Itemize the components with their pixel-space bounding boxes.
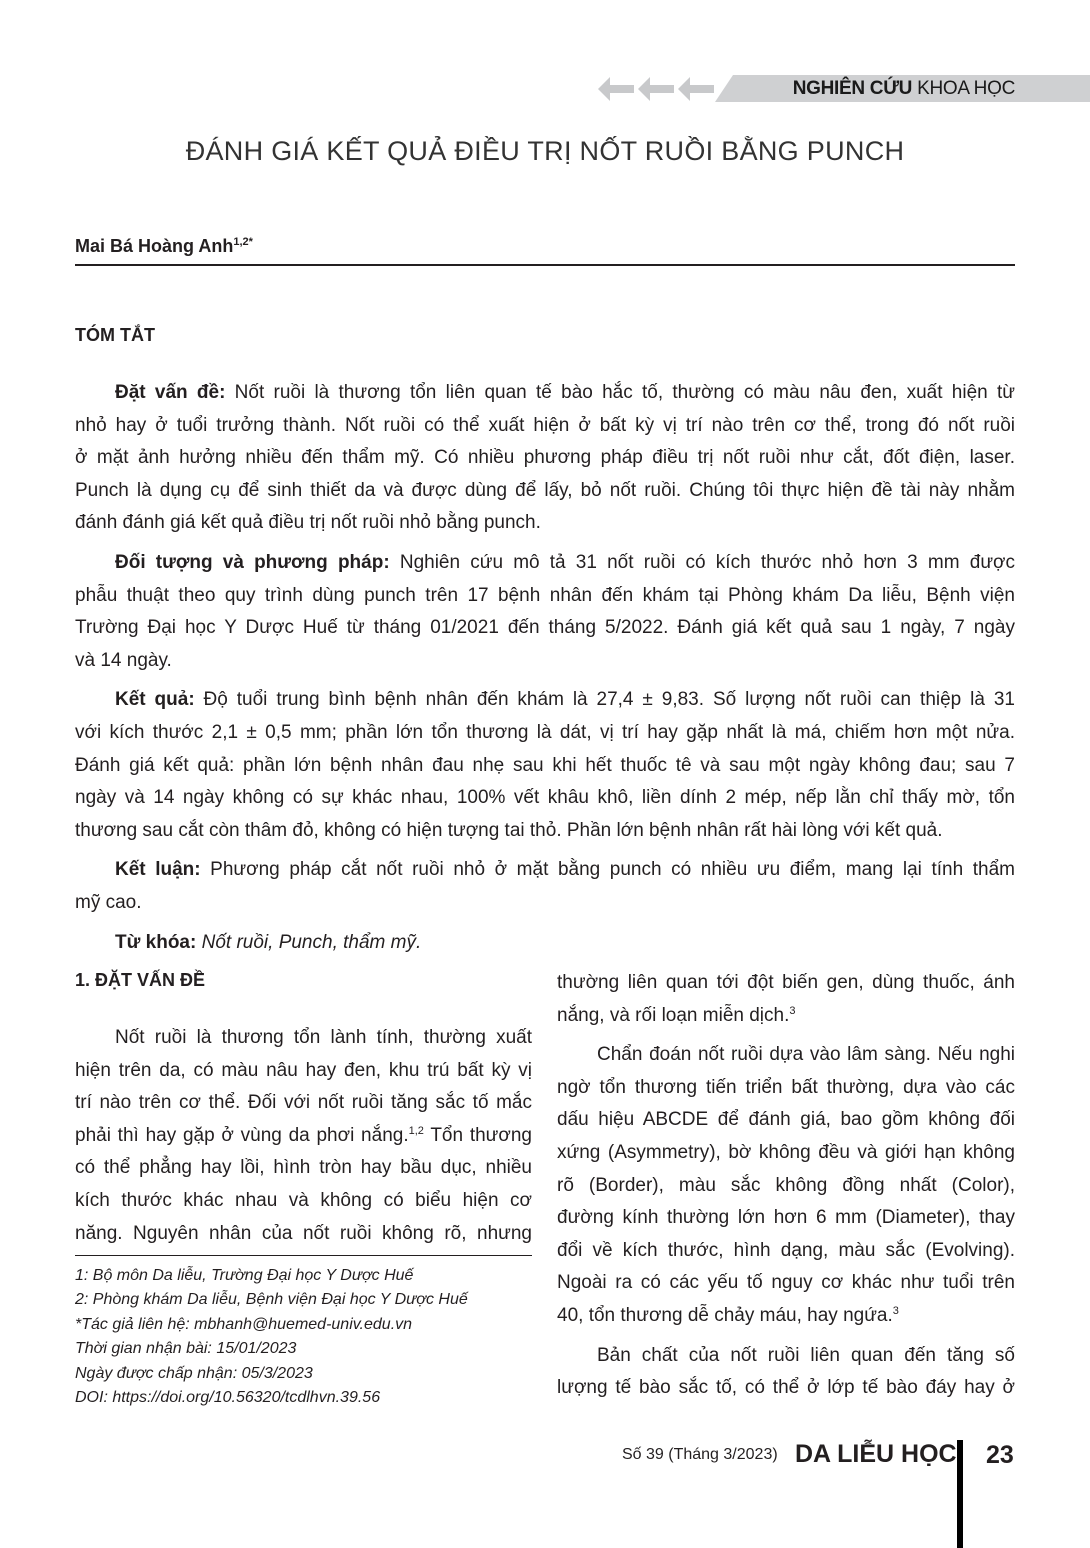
abstract-paragraph [75, 854, 1015, 919]
abstract-paragraph [75, 547, 1015, 677]
text-line: xứng (Asymmetry), bờ không đều và giới hạn không [557, 1141, 1015, 1163]
text-line: Kết quả: Độ tuổi trung bình bệnh nhân đến khám là 27,4 ± 9,83. Số lượng nốt ruồi can thiệp là 31 [115, 689, 1015, 711]
footnote: Ngày được chấp nhận: 05/3/2023 [75, 1364, 313, 1382]
citation: 3 [892, 1304, 899, 1317]
keywords-value: Nốt ruồi, Punch, thẩm mỹ. [196, 931, 422, 953]
footer-divider [957, 1440, 963, 1548]
citation: 3 [789, 1004, 796, 1017]
text-line: mỹ cao. [75, 891, 142, 913]
arrows-decoration-icon [598, 76, 714, 102]
paragraph-lead: Đặt vấn đề: [115, 382, 226, 403]
paragraph-lead: Kết luận: [115, 859, 201, 881]
footnotes [75, 1264, 532, 1410]
keywords-label: Từ khóa: [115, 931, 197, 953]
footnote: 2: Phòng khám Da liễu, Bệnh viện Đại học Y Dược Huế [75, 1291, 468, 1309]
author [75, 236, 253, 257]
paragraph-lead: Đối tượng và phương pháp: [115, 551, 390, 573]
text-line: lượng tế bào sắc tố, có thể ở lớp tế bào đáy hay ở [557, 1377, 1015, 1399]
abstract [75, 377, 1015, 959]
text-line: Đặt vấn đề: Nốt ruồi là thương tổn liên quan tế bào hắc tố, thường có màu nâu đen, xuất hiện từ [115, 382, 1015, 403]
text-line: năng. Nguyên nhân của nốt ruồi không rõ, nhưng [75, 1222, 532, 1244]
section-heading: 1. ĐẶT VẤN ĐỀ [75, 970, 206, 990]
text-line: Kết luận: Phương pháp cắt nốt ruồi nhỏ ở mặt bằng punch có nhiều ưu điểm, mang lại tính thẩm [115, 859, 1015, 881]
text-line: với kích thước 2,1 ± 0,5 mm; phần lớn tổn thương là dát, vị trí hay gặp nhất là má, chiếm hơn một nửa. [75, 721, 1015, 743]
title-rule [75, 264, 1015, 266]
text-line: ở mặt ảnh hưởng nhiều đến thẩm mỹ. Có nhiều phương pháp điều trị nốt ruồi như cắt, đốt điện, laser. [75, 447, 1015, 469]
author-affiliation: 1,2* [233, 236, 253, 248]
section-label-bold: NGHIÊN CỨU [792, 78, 913, 99]
journal-name: DA LIỄU HỌC [795, 1440, 957, 1468]
text-line: trí nào trên cơ thể. Đối với nốt ruồi tăng sắc tố mắc [75, 1092, 532, 1114]
body-paragraph [557, 1340, 1015, 1405]
abstract-paragraph [75, 377, 1015, 540]
text-line: Đánh giá kết quả: phần lớn bệnh nhân đau nhẹ sau khi hết thuốc tê và sau một ngày không đau; sau 7 [75, 754, 1015, 776]
text-line: rõ (Border), màu sắc không đồng nhất (Color), [557, 1174, 1015, 1196]
footnote: 1: Bộ môn Da liễu, Trường Đại học Y Dược Huế [75, 1267, 414, 1284]
section-label-rest: KHOA HỌC [917, 78, 1015, 99]
text-line: nhỏ hay ở tuổi trưởng thành. Nốt ruồi có thể xuất hiện ở bất kỳ vị trí nào trên cơ thể, trong đó nốt ruồi [75, 414, 1015, 436]
page-number: 23 [986, 1441, 1014, 1469]
text-line: nắng, và rối loạn miễn dịch.$^3$ [557, 1004, 796, 1026]
footnote-rule [75, 1255, 532, 1256]
body-paragraph [557, 1039, 1015, 1332]
footnote: *Tác giả liên hệ: mbhanh@huemed-univ.edu.vn [75, 1315, 413, 1333]
paragraph-lead: Kết quả: [115, 689, 195, 711]
text-line: Đối tượng và phương pháp: Nghiên cứu mô tả 31 nốt ruồi có kích thước nhỏ hơn 3 mm được [115, 551, 1015, 573]
text-line: dấu hiệu ABCDE để đánh giá, bao gồm không đối [557, 1109, 1015, 1131]
section-label [793, 76, 1015, 102]
text-line: Bản chất của nốt ruồi liên quan đến tăng số [597, 1344, 1015, 1366]
footnote: DOI: https://doi.org/10.56320/tcdlhvn.39.56 [75, 1389, 381, 1407]
text-line: đánh đánh giá kết quả điều trị nốt ruồi nhỏ bằng punch. [75, 512, 541, 534]
text-line: ngờ tổn thương tiến triển bất thường, dựa vào các [557, 1076, 1015, 1098]
right-column-text [557, 967, 1015, 1412]
issue-label: Số 39 (Tháng 3/2023) [622, 1446, 778, 1463]
abstract-paragraph [75, 684, 1015, 847]
text-line: có thể phẳng hay lồi, hình tròn hay bầu dục, nhiều [75, 1157, 532, 1179]
text-line: kích thước khác nhau và không có biểu hiện cơ [75, 1189, 532, 1211]
text-line: thường liên quan tới đột biến gen, dùng thuốc, ánh [557, 972, 1015, 993]
footnote: Thời gian nhận bài: 15/01/2023 [75, 1340, 297, 1358]
text-line: 40, tổn thương dễ chảy máu, hay ngứa.$^3$ [557, 1304, 899, 1326]
text-line: và 14 ngày. [75, 649, 172, 671]
text-line: phải thì hay gặp ở vùng da phơi nắng.$^{1,2}$ Tổn thương [75, 1124, 532, 1146]
author-name: Mai Bá Hoàng Anh [75, 236, 234, 256]
left-column-text [75, 1022, 532, 1250]
keywords [75, 927, 1015, 960]
article-title: ĐÁNH GIÁ KẾT QUẢ ĐIỀU TRỊ NỐT RUỒI BẰNG PUNCH [185, 136, 905, 166]
text-line: hiện trên da, có màu nâu hay đen, khu trú bất kỳ vị [75, 1059, 532, 1081]
text-line: Punch là dụng cụ để sinh thiết da và được dùng để lấy, bỏ nốt ruồi. Chúng tôi thực hiện đề tài này nhằm [75, 479, 1015, 501]
text-line: thương sau cắt còn thâm đỏ, không có hiện tượng tai thỏ. Phần lớn bệnh nhân rất hài lòng với kết quả. [75, 819, 943, 841]
text-line: Nốt ruồi là thương tổn lành tính, thường xuất [115, 1027, 532, 1048]
text-line: đường kính thường lớn hơn 6 mm (Diameter), thay [557, 1207, 1015, 1229]
abstract-heading: TÓM TẮT [75, 325, 155, 345]
text-line: Ngoài ra có các yếu tố nguy cơ khác như tuổi trên [557, 1272, 1015, 1294]
text-line: ngày và 14 ngày không có sự khác nhau, 100% vết khâu khô, liền dính 2 mép, nếp lằn chỉ thấy mờ, tổn [75, 787, 1015, 809]
citation: 1,2 [408, 1124, 424, 1137]
text-line: phẫu thuật theo quy trình dùng punch trên 17 bệnh nhân đến khám tại Phòng khám Da liễu, Bệnh viện [75, 584, 1015, 606]
text-line: Trường Đại học Y Dược Huế từ tháng 01/2021 đến tháng 5/2022. Đánh giá kết quả sau 1 ngày, 7 ngày [75, 617, 1015, 639]
body-paragraph [557, 967, 1015, 1032]
text-line: đổi về kích thước, hình dạng, màu sắc (Evolving). [557, 1239, 1015, 1261]
text-line: Chẩn đoán nốt ruồi dựa vào lâm sàng. Nếu nghi [597, 1044, 1015, 1066]
